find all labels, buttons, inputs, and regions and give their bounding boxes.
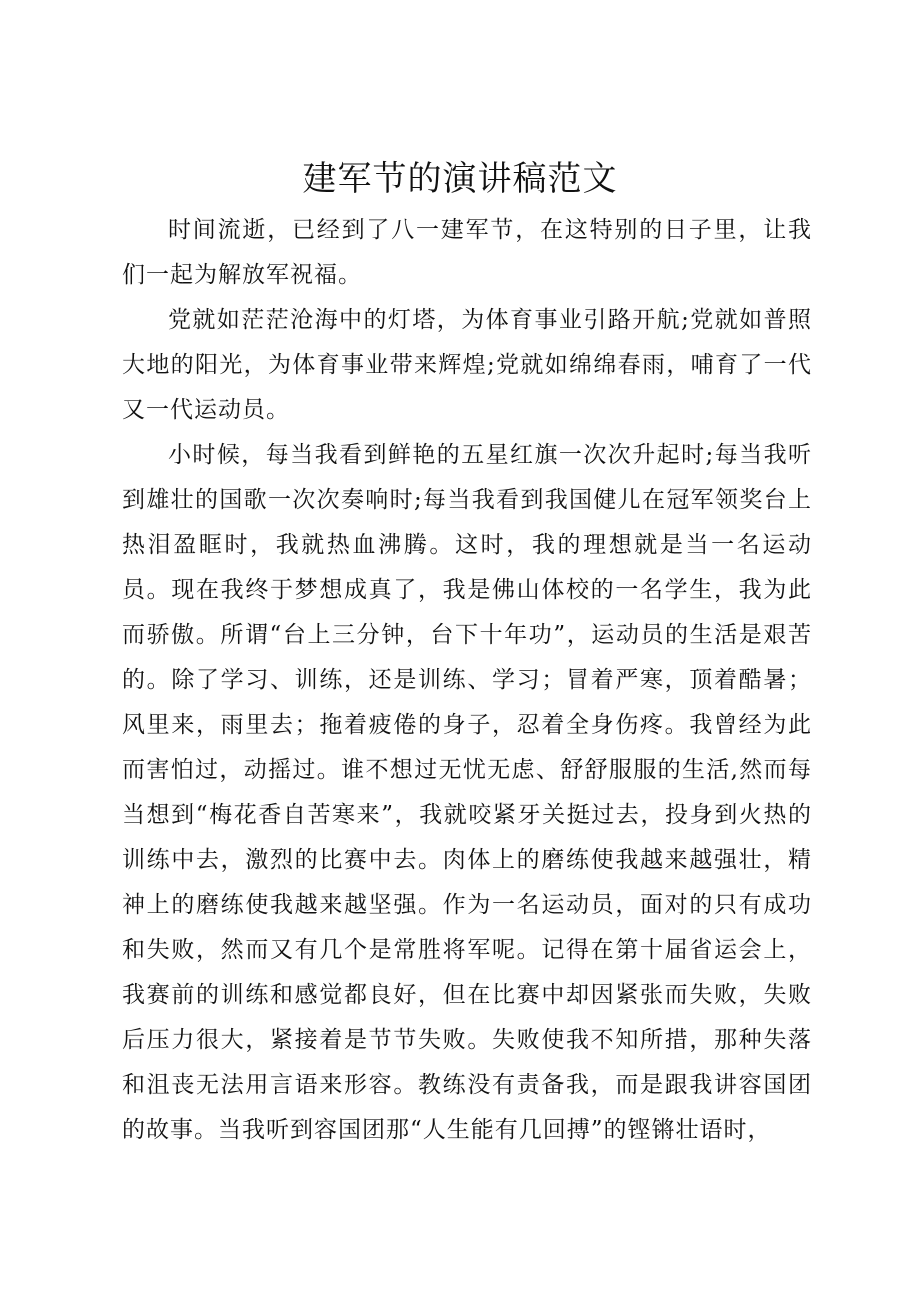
paragraph-3: 小时候，每当我看到鲜艳的五星红旗一次次升起时;每当我听到雄壮的国歌一次次奏响时;每当我看到我国健儿在冠军领奖台上热泪盈眶时，我就热血沸腾。这时，我的理想就是当一名运动员。现在我终于梦想成真了，我是佛山体校的一名学生，我为此而骄傲。所谓“台上三分钟，台下十年功”，运动员的生活是艰苦的。除了学习、训练，还是训练、学习；冒着严寒，顶着酷暑；风里来，雨里去；拖着疲倦的身子，忍着全身伤疼。我曾经为此而害怕过，动摇过。谁不想过无忧无虑、舒舒服服的生活,然而每当想到“梅花香自苦寒来”，我就咬紧牙关挺过去，投身到火热的训练中去，激烈的比赛中去。肉体上的磨练使我越来越强壮，精神上的磨练使我越来越坚强。作为一名运动员，面对的只有成功和失败，然而又有几个是常胜将军呢。记得在第十届省运会上，我赛前的训练和感觉都良好，但在比赛中却因紧张而失败，失败后压力很大，紧接着是节节失败。失败使我不知所措，那种失落和沮丧无法用言语来形容。教练没有责备我，而是跟我讲容国团的故事。当我听到容国团那“人生能有几回搏”的铿锵壮语时， <box>122 442 812 1143</box>
document-body <box>122 208 812 1153</box>
paragraph-2: 党就如茫茫沧海中的灯塔，为体育事业引路开航;党就如普照大地的阳光，为体育事业带来辉煌;党就如绵绵春雨，哺育了一代又一代运动员。 <box>122 307 812 423</box>
paragraph-1: 时间流逝，已经到了八一建军节，在这特别的日子里，让我们一起为解放军祝福。 <box>122 217 812 288</box>
document-title: 建军节的演讲稿范文 <box>302 159 618 199</box>
